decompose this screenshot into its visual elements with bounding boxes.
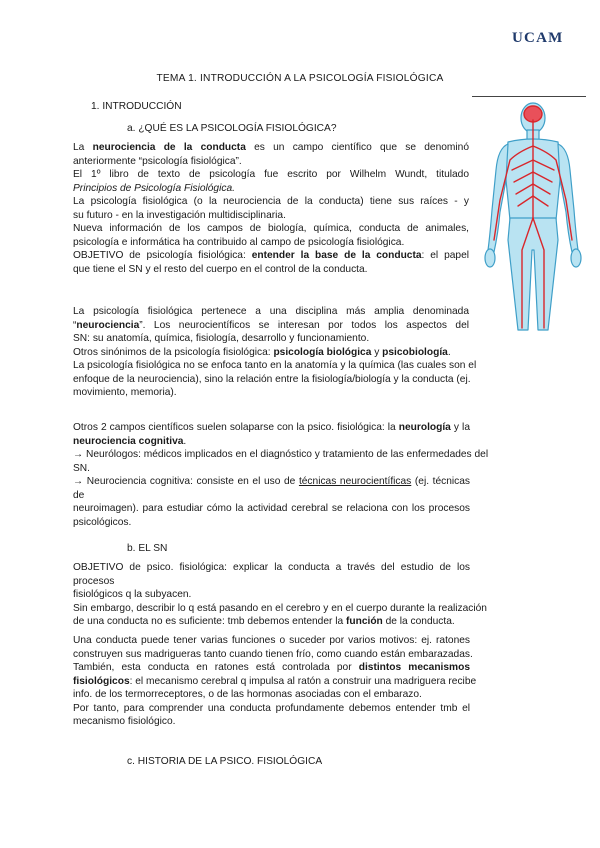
paragraph-objetivo: OBJETIVO de psico. fisiológica: explicar la conducta a través del estudio de los procesos fisiológicos q la subyacen. Sin embargo, describir lo q está pasando en el cerebro y en el cuerpo durante la realización de una conducta no es suficiente: tmb debemos entender la función de la conducta. xyxy=(73,562,487,627)
paragraph-campos: Otros 2 campos científicos suelen solaparse con la psico. fisiológica: la neurología y la neurociencia cognitiva. → Neurólogos: médicos implicados en el diagnóstico y tratamiento de las enfermedades del SN. → Neurociencia cognitiva: consiste en el uso de técnicas neurocientíficas (ej. técnicas de neuroimagen). para estudiar cómo la actividad cerebral se relaciona con los procesos psicológicos. xyxy=(73,422,489,528)
ucam-logo: UCAM xyxy=(512,30,564,46)
paragraph-funciones: Una conducta puede tener varias funciones o suceder por varios motivos: ej. ratones construyen sus madrigueras tanto cuando tienen frío, como cuando están embarazadas. También, esta conducta en ratones está controlada por distintos mecanismos fisiológicos: el mecanismo cerebral q impulsa al ratón a construir una madriguera recibe info. de los termorreceptores, o de las hormonas asociadas con el embarazo. Por tanto, para comprender una conducta profundamente debemos entender tmb el mecanismo fisiológico. xyxy=(73,635,477,727)
header-rule xyxy=(472,96,586,97)
subsection-heading-c: c. HISTORIA DE LA PSICO. FISIOLÓGICA xyxy=(127,756,323,767)
page-title: TEMA 1. INTRODUCCIÓN A LA PSICOLOGÍA FISIOLÓGICA xyxy=(156,73,444,84)
paragraph-definicion: La neurociencia de la conducta es un campo científico que se denominó anteriormente “psicología fisiológica”. El 1º libro de texto de psicología fue escrito por Wilhelm Wundt, titulado Principios de Psicología Fisiológica. La psicología fisiológica (o la neurociencia de la conducta) tiene sus raíces - y su futuro - en la investigación multidisciplinaria. Nueva información de los campos de biología, química, conducta de animales, psicología e informática ha contribuido al campo de psicología fisiológica. OBJETIVO de psicología fisiológica: entender la base de la conducta: el papel que tiene el SN y el resto del cuerpo en el control de la conducta. xyxy=(73,142,470,275)
nervous-system-figure xyxy=(478,100,588,340)
subsection-heading-b: b. EL SN xyxy=(127,543,168,554)
section-heading-introduccion: 1. INTRODUCCIÓN xyxy=(91,101,182,112)
subsection-heading-a: a. ¿QUÉ ES LA PSICOLOGÍA FISIOLÓGICA? xyxy=(127,123,337,134)
paragraph-neurociencia: La psicología fisiológica pertenece a una disciplina más amplia denominada “neurociencia”. Los neurocientíficos se interesan por todos los aspectos del SN: su anatomía, química, fisiología, desarrollo y funcionamiento. Otros sinónimos de la psicología fisiológica: psicología biológica y psicobiología. La psicología fisiológica no se enfoca tanto en la anatomía y la química (las cuales son el enfoque de la neurociencia), sino la relación entre la fisiología/biología y la conducta (ej. movimiento, memoria). xyxy=(73,306,477,398)
